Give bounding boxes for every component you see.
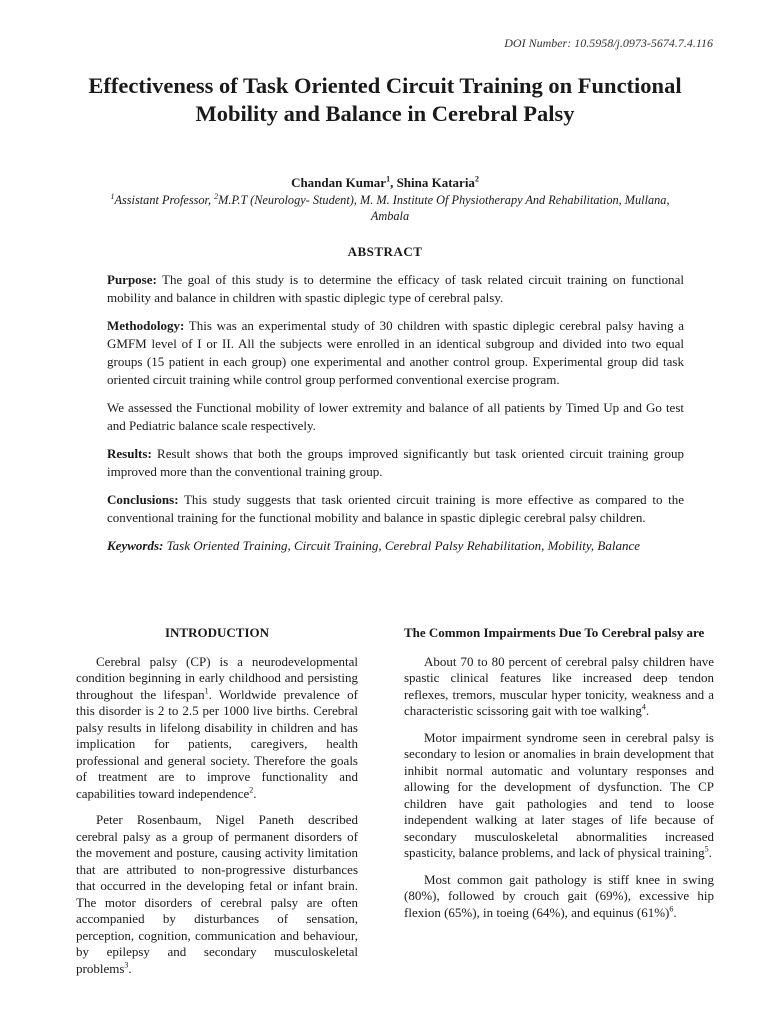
methodology-text: This was an experimental study of 30 children with spastic diplegic cerebral palsy having a GMFM level of I or II. All the subjects were enrolled in an identical subgroup and divided into two equal groups (15 patient in each group) one experimental and another control group. Experimental group did task oriented circuit training while control group performed conventional exercise program. xyxy=(107,318,684,387)
abstract-heading: ABSTRACT xyxy=(347,244,423,259)
conclusions-text: This study suggests that task oriented circuit training is more effective as compared to the conventional training for the functional mobility and balance in spastic diplegic cerebral palsy children. xyxy=(107,492,684,525)
abstract-results xyxy=(107,445,684,481)
affil-mark: 2 xyxy=(214,191,219,201)
author-affil-mark: 2 xyxy=(474,174,479,184)
section-heading-impairments: The Common Impairments Due To Cerebral palsy are xyxy=(404,625,705,640)
conclusions-label: Conclusions: xyxy=(107,492,179,507)
body-text: . xyxy=(673,904,677,920)
affil-text: M.P.T (Neurology- Student), M. M. Institute Of Physiotherapy And Rehabilitation, Mullana, Ambala xyxy=(218,193,670,223)
results-label: Results: xyxy=(107,446,152,461)
abstract-keywords xyxy=(107,537,684,555)
author-affil-mark: 1 xyxy=(386,174,391,184)
doi-number: DOI Number: 10.5958/j.0973-5674.7.4.116 xyxy=(504,36,713,50)
body-text: . xyxy=(645,703,650,718)
affil-mark: 1 xyxy=(110,191,115,201)
abstract-assessment: We assessed the Functional mobility of lower extremity and balance of all patients by Timed Up and Go test and Pediatric balance scale respectively. xyxy=(107,400,684,433)
citation-mark: 3 xyxy=(124,960,129,970)
author-line xyxy=(60,175,710,191)
left-column xyxy=(76,625,358,987)
body-text: Cerebral palsy (CP) is a neurodevelopmental condition beginning in early childhood and persisting throughout the lifespan xyxy=(76,653,358,702)
body-text: . xyxy=(128,960,132,976)
body-paragraph xyxy=(404,872,714,922)
author-separator: , xyxy=(390,175,397,190)
body-text: . xyxy=(708,845,712,860)
right-column xyxy=(404,625,714,931)
body-text: Motor impairment syndrome seen in cerebral palsy is secondary to lesion or anomalies in brain development that inhibit normal automatic and voluntary responses and allowing for the development of dysfunction. The CP children have gait pathologies and tend to loose independent walking at later stages of life because of secondary musculoskeletal abnormalities increased spasticity, balance problems, and lack of physical training xyxy=(404,729,714,860)
body-text: . xyxy=(253,785,257,801)
body-text: . Worldwide prevalence of this disorder is 2 to 2.5 per 1000 live births. Cerebral palsy results in lifelong disability in children and has implication for patients, caregivers, health professional and general society. Therefore the goals of treatment are to improve functionality and capabilities toward independence xyxy=(76,686,358,801)
citation-mark: 5 xyxy=(704,844,709,854)
author-name: Shina Kataria xyxy=(396,175,475,190)
methodology-label: Methodology: xyxy=(107,318,185,333)
body-paragraph xyxy=(404,654,714,720)
body-text: Peter Rosenbaum, Nigel Paneth described cerebral palsy as a group of permanent disorders of the movement and posture, causing activity limitation that are attributed to non-progressive disturbances that occurred in the developing fetal or infant brain. The motor disorders of cerebral palsy are often accompanied by disturbances of sensation, perception, cognition, communication and behaviour, by epilepsy and secondary musculoskeletal problems xyxy=(76,812,358,976)
author-name: Chandan Kumar xyxy=(291,175,387,190)
keywords-label: Keywords: xyxy=(107,538,164,553)
abstract-purpose xyxy=(107,271,684,307)
citation-mark: 4 xyxy=(641,702,646,712)
citation-mark: 6 xyxy=(669,904,674,914)
paper-title: Effectiveness of Task Oriented Circuit Training on Functional Mobility and Balance in Cerebral Palsy xyxy=(88,73,682,126)
purpose-text: The goal of this study is to determine the efficacy of task related circuit training on functional mobility and balance in children with spastic diplegic type of cerebral palsy. xyxy=(107,272,684,305)
intro-paragraph xyxy=(76,654,358,803)
keywords-text: Task Oriented Training, Circuit Training, Cerebral Palsy Rehabilitation, Mobility, Balance xyxy=(163,538,641,553)
intro-paragraph xyxy=(76,812,358,977)
section-heading-introduction: INTRODUCTION xyxy=(164,625,269,640)
body-text: Most common gait pathology is stiff knee in swing (80%), followed by crouch gait (69%), excessive hip flexion (65%), in toeing (64%), and equinus (61%) xyxy=(404,871,714,920)
affiliation xyxy=(100,192,680,224)
citation-mark: 1 xyxy=(204,686,209,696)
abstract-conclusions xyxy=(107,491,684,527)
affil-text: Assistant Professor, xyxy=(114,193,215,207)
purpose-label: Purpose: xyxy=(107,272,157,287)
citation-mark: 2 xyxy=(249,785,254,795)
results-text: Result shows that both the groups improved significantly but task oriented circuit training group improved more than the conventional training group. xyxy=(107,446,684,479)
body-paragraph xyxy=(404,730,714,862)
abstract-methodology xyxy=(107,317,684,389)
abstract-body xyxy=(107,271,684,565)
body-text: About 70 to 80 percent of cerebral palsy children have spastic clinical features like increased deep tendon reflexes, tremors, muscular hyper tonicity, weakness and a characteristic scissoring gait with toe walking xyxy=(404,653,714,718)
